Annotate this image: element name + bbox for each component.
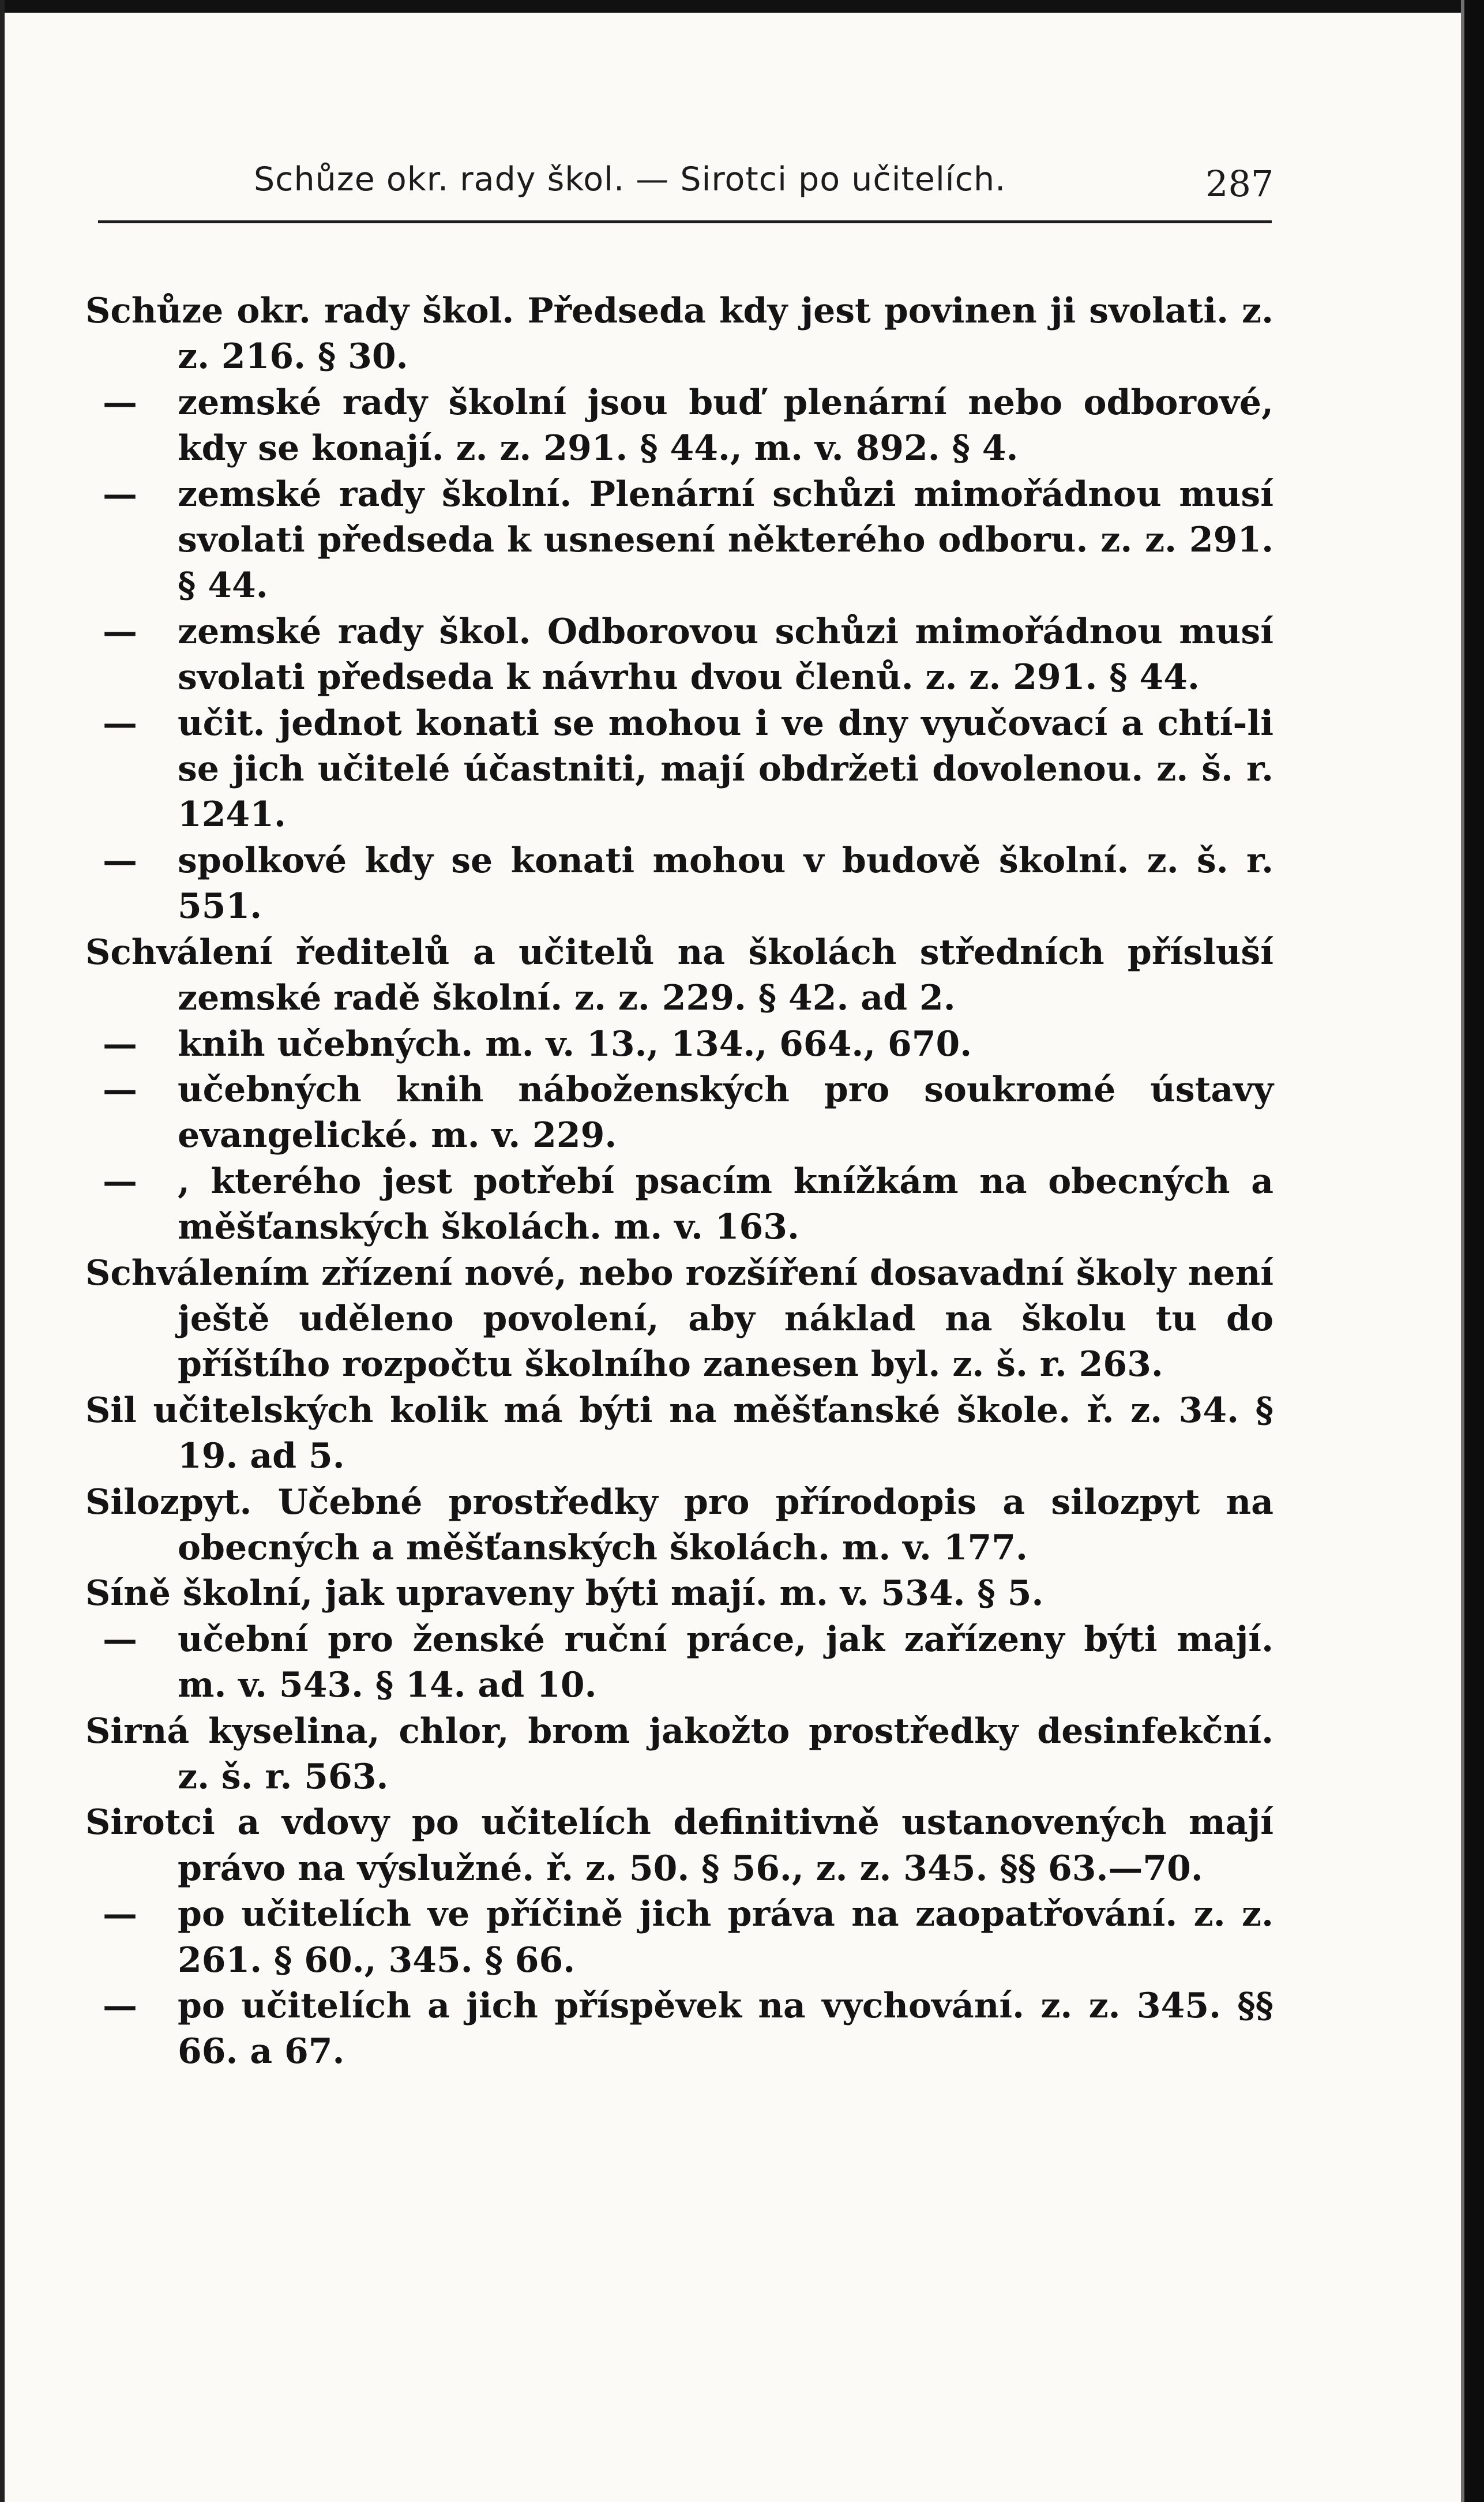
entry-text: Sil učitelských kolik má býti na měšťanské škole. ř. z. 34. § 19. ad 5. — [85, 1390, 1273, 1477]
entry-text: , kterého jest potřebí psacím knížkám na obecných a měšťanských školách. m. v. 163. — [178, 1161, 1273, 1248]
index-subentry — [85, 609, 1273, 701]
subentry-dash: — — [103, 1894, 137, 1935]
entry-text: knih učebných. m. v. 13., 134., 664., 670. — [178, 1023, 972, 1064]
entry-text: Silozpyt. Učebné prostředky pro přírodopis a silozpyt na obecných a měšťanských školách. m. v. 177. — [85, 1481, 1273, 1568]
scan-border-top — [0, 0, 1484, 13]
index-entry — [85, 930, 1273, 1022]
entry-text: učit. jednot konati se mohou i ve dny vyučovací a chtí-li se jich učitelé účastniti, mají obdržeti dovolenou. z. š. r. 1241. — [178, 703, 1273, 835]
index-subentry — [85, 1617, 1273, 1709]
entry-text: Síně školní, jak upraveny býti mají. m. v. 534. § 5. — [85, 1573, 1044, 1614]
scan-border-right — [1464, 0, 1484, 2502]
index-entry — [85, 1571, 1273, 1616]
subentry-dash: — — [103, 703, 137, 744]
index-subentry — [85, 1067, 1273, 1159]
scan-border-left — [0, 0, 5, 2502]
entry-text: zemské rady školní jsou buď plenární nebo odborové, kdy se konají. z. z. 291. § 44., m. v. 892. § 4. — [178, 382, 1273, 469]
entry-text: Schválení ředitelů a učitelů na školách středních přísluší zemské radě školní. z. z. 229. § 42. ad 2. — [85, 932, 1273, 1019]
subentry-dash: — — [103, 1023, 137, 1064]
index-entry — [85, 1800, 1273, 1892]
index-subentry — [85, 701, 1273, 838]
subentry-dash: — — [103, 1069, 137, 1110]
index-entry — [85, 1388, 1273, 1480]
subentry-dash: — — [103, 840, 137, 881]
entry-text: učební pro ženské ruční práce, jak zařízeny býti mají. m. v. 543. § 14. ad 10. — [178, 1619, 1273, 1706]
subentry-dash: — — [103, 1619, 137, 1660]
entry-text: spolkové kdy se konati mohou v budově školní. z. š. r. 551. — [178, 840, 1273, 927]
index-subentry — [85, 472, 1273, 609]
entry-text: Schválením zřízení nové, nebo rozšíření dosavadní školy není ještě uděleno povolení, aby náklad na školu tu do příštího rozpočtu školního zanesen byl. z. š. r. 263. — [85, 1252, 1273, 1385]
index-entry — [85, 1480, 1273, 1571]
entry-text: po učitelích ve příčině jich práva na zaopatřování. z. z. 261. § 60., 345. § 66. — [178, 1894, 1273, 1980]
running-head-title: Schůze okr. rady škol. — Sirotci po učitelích. — [254, 160, 1006, 198]
entry-text: zemské rady školní. Plenární schůzi mimořádnou musí svolati předseda k usnesení některého odboru. z. z. 291. § 44. — [178, 474, 1273, 606]
index-subentry — [85, 1892, 1273, 1983]
index-entries — [85, 288, 1273, 2075]
index-entry — [85, 1251, 1273, 1388]
index-subentry — [85, 1983, 1273, 2075]
entry-text: Schůze okr. rady škol. Předseda kdy jest povinen ji svolati. z. z. 216. § 30. — [85, 291, 1273, 377]
entry-text: Sirná kyselina, chlor, brom jakožto prostředky desinfekční. z. š. r. 563. — [85, 1710, 1273, 1797]
subentry-dash: — — [103, 1986, 137, 2027]
index-subentry — [85, 1022, 1273, 1067]
subentry-dash: — — [103, 474, 137, 515]
entry-text: Sirotci a vdovy po učitelích definitivně ustanovených mají právo na výslužné. ř. z. 50. § 56., z. z. 345. §§ 63.—70. — [85, 1802, 1273, 1889]
subentry-dash: — — [103, 1161, 137, 1202]
index-subentry — [85, 380, 1273, 472]
index-entry — [85, 1709, 1273, 1800]
index-entry — [85, 288, 1273, 380]
index-subentry — [85, 1159, 1273, 1251]
page-number: 287 — [1205, 163, 1274, 205]
header-rule — [98, 220, 1272, 223]
entry-text: po učitelích a jich příspěvek na vychování. z. z. 345. §§ 66. a 67. — [178, 1986, 1273, 2072]
entry-text: učebných knih náboženských pro soukromé ústavy evangelické. m. v. 229. — [178, 1069, 1273, 1156]
running-head — [0, 156, 1484, 208]
subentry-dash: — — [103, 382, 137, 423]
index-subentry — [85, 838, 1273, 930]
subentry-dash: — — [103, 611, 137, 652]
entry-text: zemské rady škol. Odborovou schůzi mimořádnou musí svolati předseda k návrhu dvou členů. z. z. 291. § 44. — [178, 611, 1273, 698]
